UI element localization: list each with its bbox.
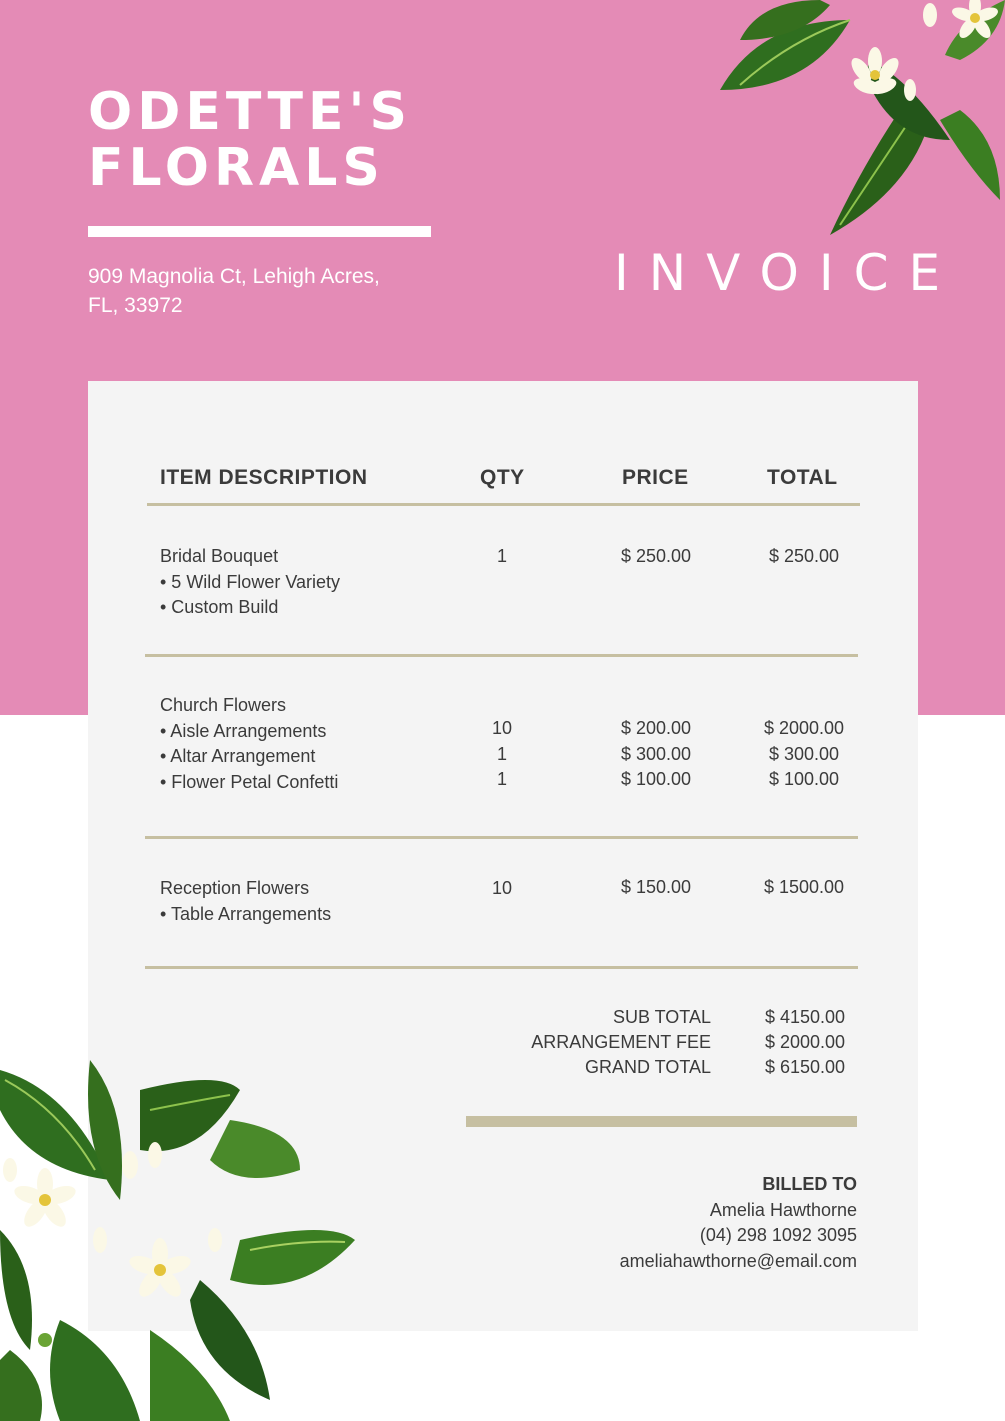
item-total: $ 250.00 [768,546,840,566]
line-item-church-flowers [160,693,338,795]
item-qty: 10 [491,718,513,738]
item-total: $ 100.00 [768,769,840,789]
item-price: $ 150.00 [620,877,692,897]
row-divider [145,654,858,657]
header-total: TOTAL [767,466,838,489]
grand-total-value: $ 6150.00 [764,1057,846,1077]
item-detail: • Aisle Arrangements [160,720,327,741]
line-item-reception-flowers [160,876,331,927]
item-detail: • Custom Build [160,597,279,617]
header-price: PRICE [622,466,689,489]
address-line1: 909 Magnolia Ct, Lehigh Acres, [88,265,380,288]
flower-cluster-top [848,0,1000,101]
fee-label: ARRANGEMENT FEE [531,1032,711,1052]
item-title: Church Flowers [160,695,287,715]
company-name [88,84,412,196]
item-price: $ 300.00 [620,743,692,764]
floral-decoration-top [700,0,1005,240]
item-detail: • Table Arrangements [160,903,332,924]
item-detail: • Altar Arrangement [160,746,316,766]
subtotal-label: SUB TOTAL [612,1007,711,1027]
item-title: Reception Flowers [160,878,310,898]
company-address [88,262,448,320]
billed-to-name: Amelia Hawthorne [709,1199,857,1220]
line-item-bridal-bouquet [160,544,340,621]
item-title: Bridal Bouquet [160,546,279,566]
row-divider [145,836,858,839]
item-total: $ 1500.00 [763,877,845,897]
address-line2: FL, 33972 [88,294,183,317]
billed-to-heading: BILLED TO [762,1174,857,1194]
fee-value: $ 2000.00 [764,1032,846,1052]
item-price: $ 200.00 [620,718,692,738]
company-name-line1: ODETTE'S [88,82,412,142]
header-item-description: ITEM DESCRIPTION [160,466,368,489]
subtotal-value: $ 4150.00 [764,1007,846,1027]
item-detail: • 5 Wild Flower Variety [160,571,341,592]
item-price: $ 100.00 [620,769,692,789]
item-qty: 1 [496,769,507,789]
billed-to-email: ameliahawthorne@email.com [619,1250,857,1271]
item-price: $ 250.00 [620,546,692,566]
item-qty: 1 [496,546,507,566]
leaf-cluster-bottom [0,1060,355,1421]
document-title: INVOICE [614,244,961,302]
row-divider [145,966,858,969]
brand-divider [88,226,431,237]
floral-decoration-bottom [0,1050,360,1421]
item-qty-column [450,716,554,793]
billed-to [500,1172,857,1274]
company-name-line2: FLORALS [88,138,385,198]
header-qty: QTY [480,466,525,489]
header-divider [147,503,860,506]
item-total: $ 300.00 [768,743,840,764]
billed-to-phone: (04) 298 1092 3095 [699,1225,857,1245]
item-detail: • Flower Petal Confetti [160,771,339,792]
grand-total-label: GRAND TOTAL [584,1057,711,1077]
item-qty: 1 [496,743,507,764]
item-total: $ 2000.00 [763,718,845,738]
item-total-column [740,716,868,793]
summary-divider [466,1116,857,1127]
item-price-column [590,716,722,793]
item-qty: 10 [491,878,513,898]
